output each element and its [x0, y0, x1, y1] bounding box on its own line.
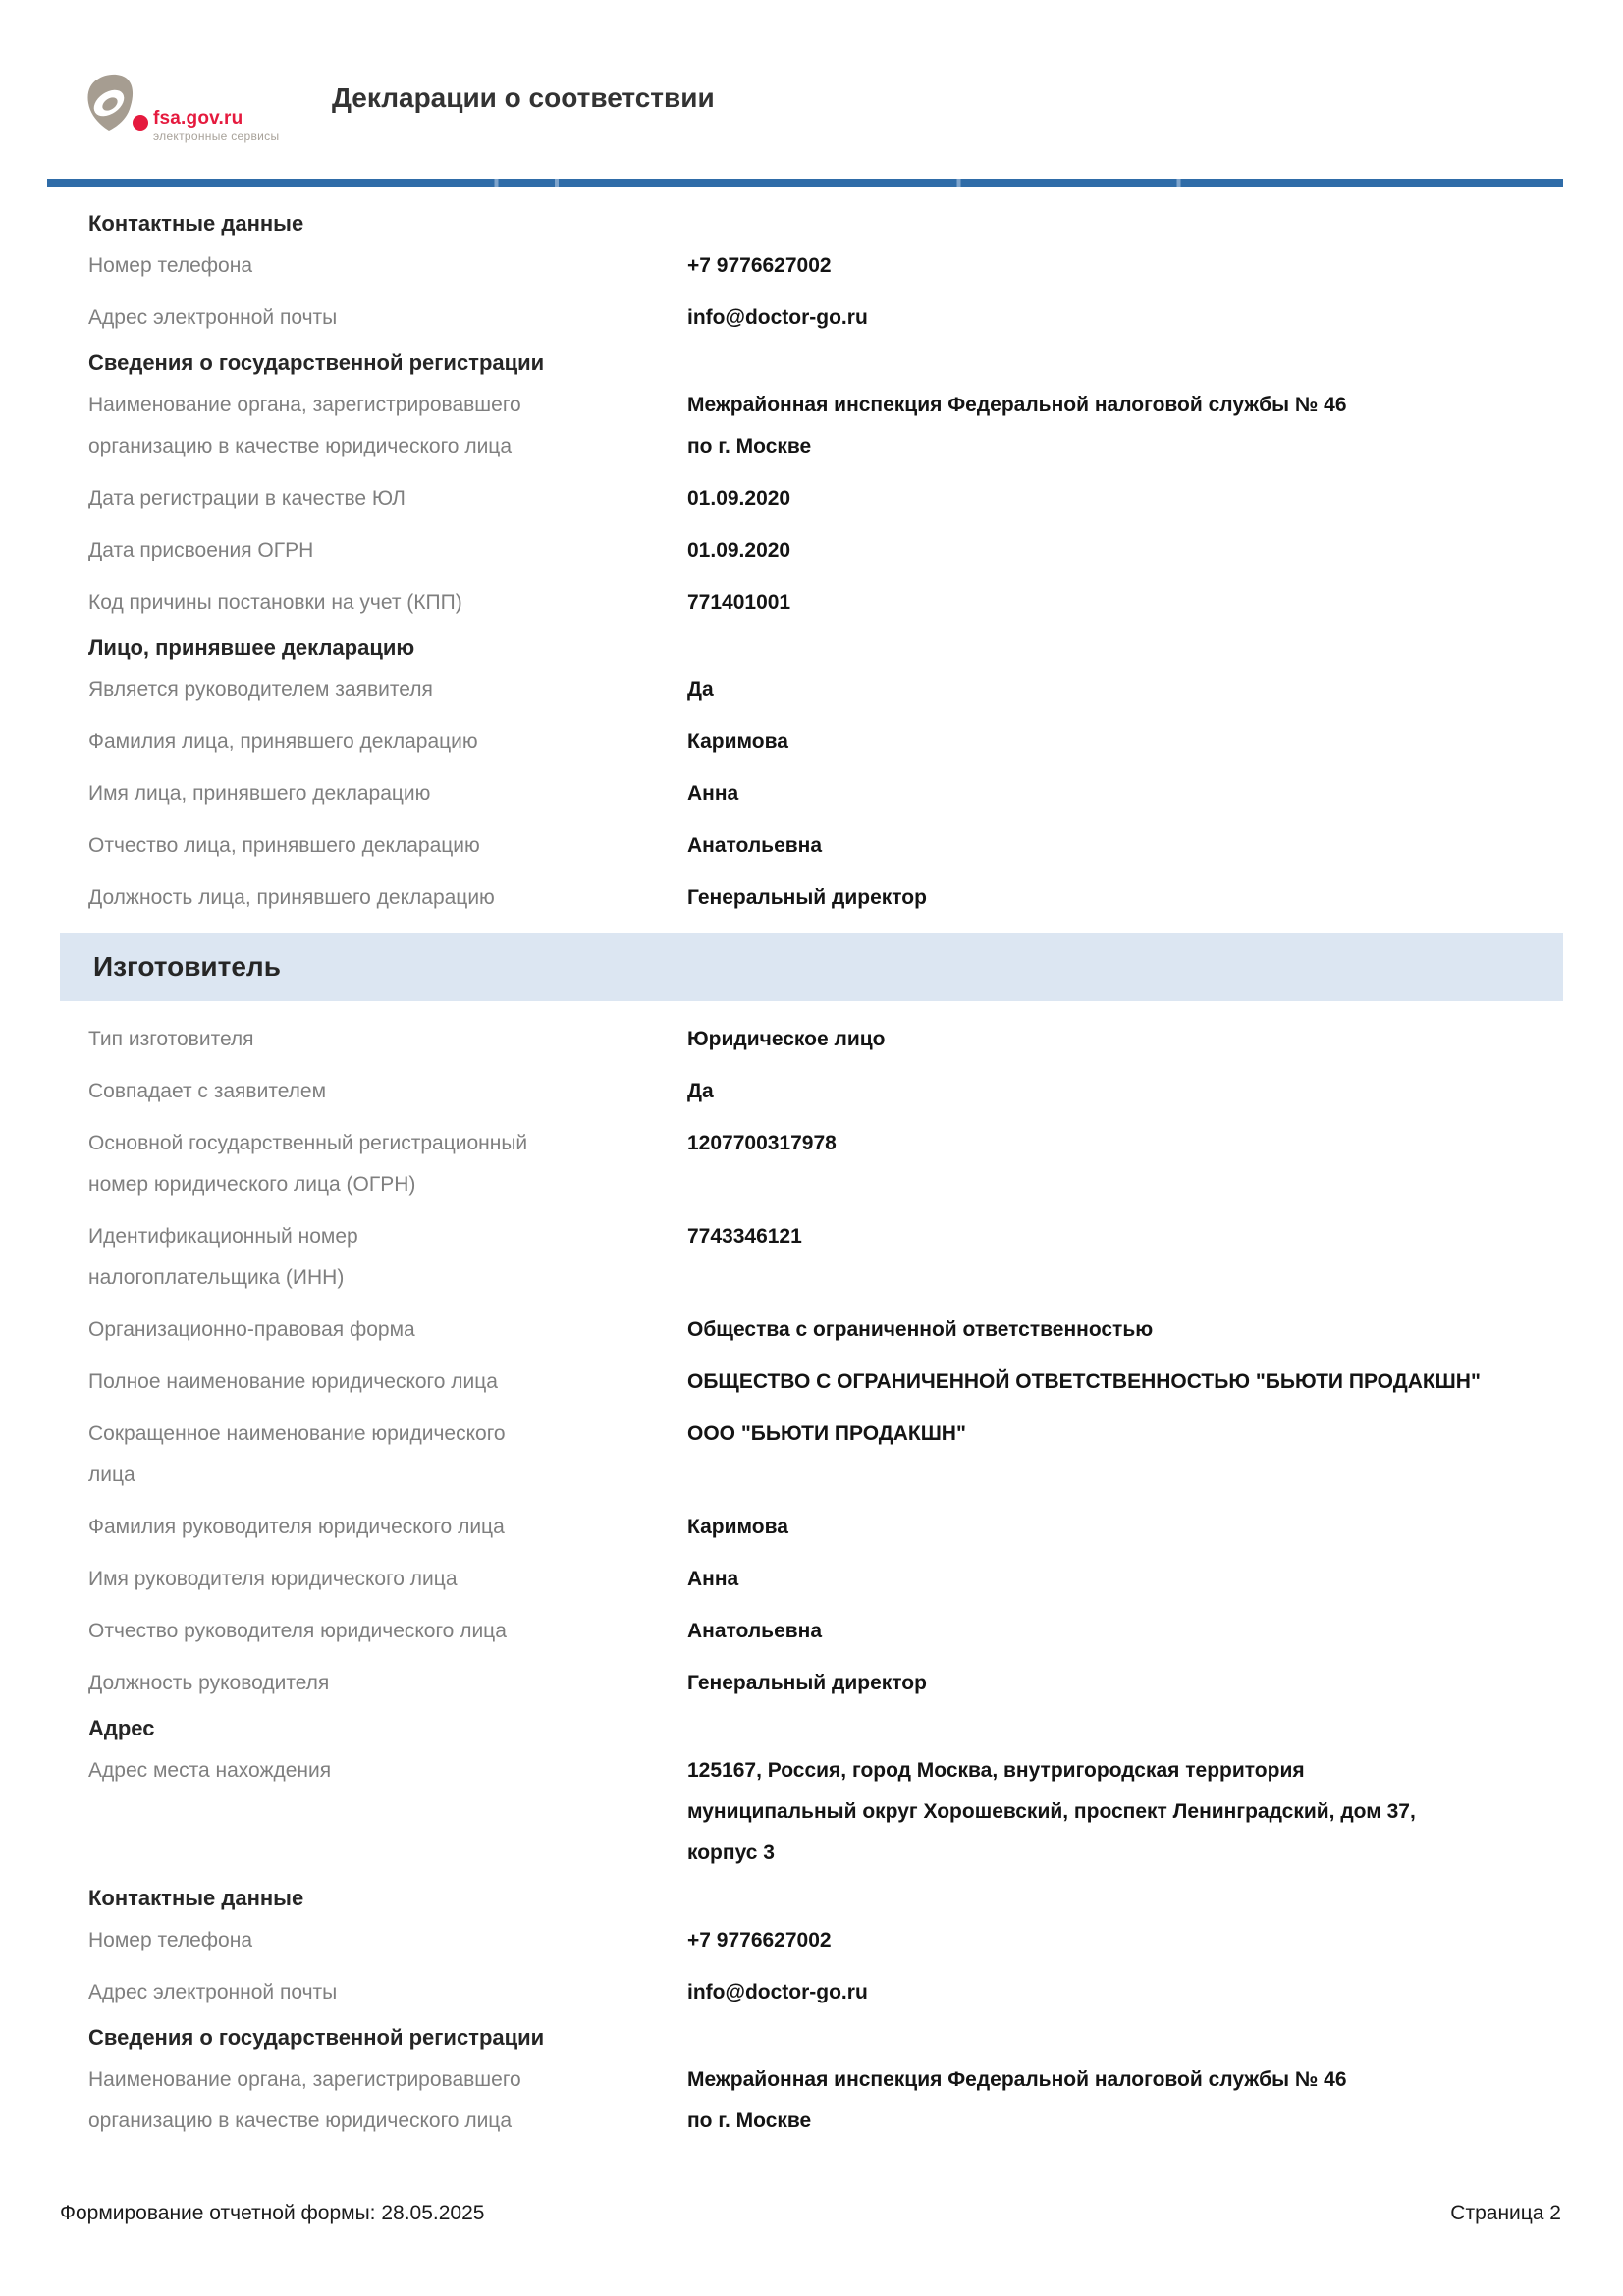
row-ogrn — [60, 1123, 1563, 1205]
row-registering-authority — [60, 385, 1563, 467]
field-value: Анна — [687, 782, 739, 805]
section-heading-state-registration: Сведения о государственной регистрации — [88, 350, 545, 375]
field-value: Межрайонная инспекция Федеральной налоговой службы № 46 по г. Москве — [687, 394, 1347, 457]
field-label: Код причины постановки на учет (КПП) — [88, 591, 462, 614]
section-heading-declarant-person: Лицо, принявшее декларацию — [88, 635, 415, 660]
field-label: Имя лица, принявшего декларацию — [88, 782, 431, 805]
row-registration-date — [60, 478, 1563, 519]
field-value: Да — [687, 1080, 714, 1102]
field-value: 1207700317978 — [687, 1132, 837, 1154]
field-value: Межрайонная инспекция Федеральной налоговой службы № 46 по г. Москве — [687, 2068, 1347, 2132]
row-head-name — [60, 1559, 1563, 1600]
field-label: Фамилия лица, принявшего декларацию — [88, 730, 478, 753]
brand-tagline: электронные сервисы — [153, 130, 280, 143]
row-inn — [60, 1216, 1563, 1299]
field-label: Адрес электронной почты — [88, 306, 338, 329]
field-value: Анатольевна — [687, 1620, 823, 1642]
field-label: Наименование органа, зарегистрировавшего организацию в качестве юридического лица — [88, 394, 521, 457]
field-value: +7 9776627002 — [687, 1929, 832, 1951]
field-value: ОБЩЕСТВО С ОГРАНИЧЕННОЙ ОТВЕТСТВЕННОСТЬЮ "БЬЮТИ ПРОДАКШН" — [687, 1370, 1481, 1393]
field-value: Каримова — [687, 730, 788, 753]
page-title: Декларации о соответствии — [332, 82, 715, 113]
row-head-surname — [60, 1507, 1563, 1548]
row-legal-form — [60, 1309, 1563, 1351]
field-value: 125167, Россия, город Москва, внутригородская территория муниципальный округ Хорошевский, проспект Ленинградский, дом 37, корпус 3 — [687, 1759, 1416, 1864]
field-label: Дата присвоения ОГРН — [88, 539, 314, 561]
field-value: Юридическое лицо — [687, 1028, 886, 1050]
section-band-manufacturer: Изготовитель — [60, 933, 1563, 1001]
fsa-shield-icon — [84, 73, 151, 133]
section-heading-state-registration-2: Сведения о государственной регистрации — [88, 2025, 545, 2050]
row-email-2 — [60, 1972, 1563, 2013]
row-email — [60, 297, 1563, 339]
field-value: Генеральный директор — [687, 886, 927, 909]
field-label: Отчество лица, принявшего декларацию — [88, 834, 480, 857]
field-value: Общества с ограниченной ответственностью — [687, 1318, 1154, 1341]
field-value: info@doctor-go.ru — [687, 306, 868, 329]
row-head-position — [60, 1663, 1563, 1704]
field-value: Анатольевна — [687, 834, 823, 857]
field-value: 01.09.2020 — [687, 487, 791, 509]
row-is-head — [60, 669, 1563, 711]
row-phone-number-2 — [60, 1920, 1563, 1961]
field-label: Сокращенное наименование юридического лица — [88, 1422, 506, 1486]
row-kpp — [60, 582, 1563, 623]
brand-text: fsa.gov.ru — [153, 108, 243, 129]
field-label: Организационно-правовая форма — [88, 1318, 415, 1341]
field-label: Является руководителем заявителя — [88, 678, 433, 701]
field-label: Тип изготовителя — [88, 1028, 254, 1050]
field-label: Имя руководителя юридического лица — [88, 1568, 458, 1590]
row-same-as-applicant — [60, 1071, 1563, 1112]
field-value: Анна — [687, 1568, 739, 1590]
row-phone-number — [60, 245, 1563, 287]
field-value: 01.09.2020 — [687, 539, 791, 561]
field-value: Каримова — [687, 1516, 788, 1538]
section-heading-contact-data: Контактные данные — [88, 211, 304, 236]
row-head-patronymic — [60, 1611, 1563, 1652]
row-declarant-patronymic — [60, 826, 1563, 867]
row-manufacturer-type — [60, 1019, 1563, 1060]
row-declarant-surname — [60, 721, 1563, 763]
field-label: Основной государственный регистрационный номер юридического лица (ОГРН) — [88, 1132, 528, 1196]
row-ogrn-date — [60, 530, 1563, 571]
field-value: Да — [687, 678, 714, 701]
footer-page-number: Страница 2 — [1450, 2202, 1561, 2224]
field-value: ООО "БЬЮТИ ПРОДАКШН" — [687, 1422, 966, 1445]
field-label: Идентификационный номер налогоплательщика (ИНН) — [88, 1225, 358, 1289]
field-label: Совпадает с заявителем — [88, 1080, 327, 1102]
field-value: 771401001 — [687, 591, 791, 614]
row-short-legal-name — [60, 1414, 1563, 1496]
row-location-address — [60, 1750, 1563, 1874]
page-footer — [60, 2202, 1561, 2225]
section-heading-address: Адрес — [88, 1716, 155, 1740]
header-divider-bar — [47, 179, 1563, 187]
row-full-legal-name — [60, 1362, 1563, 1403]
row-declarant-name — [60, 774, 1563, 815]
section-heading-contact-data-2: Контактные данные — [88, 1886, 304, 1910]
field-value: 7743346121 — [687, 1225, 802, 1248]
field-label: Дата регистрации в качестве ЮЛ — [88, 487, 406, 509]
field-label: Адрес электронной почты — [88, 1981, 338, 2003]
field-value: Генеральный директор — [687, 1672, 927, 1694]
field-label: Должность лица, принявшего декларацию — [88, 886, 495, 909]
field-label: Должность руководителя — [88, 1672, 330, 1694]
document-body — [60, 206, 1563, 2153]
field-label: Полное наименование юридического лица — [88, 1370, 498, 1393]
field-label: Отчество руководителя юридического лица — [88, 1620, 507, 1642]
field-label: Фамилия руководителя юридического лица — [88, 1516, 505, 1538]
row-declarant-position — [60, 878, 1563, 919]
field-label: Номер телефона — [88, 254, 253, 277]
field-value: info@doctor-go.ru — [687, 1981, 868, 2003]
row-registering-authority-2 — [60, 2059, 1563, 2142]
field-value: +7 9776627002 — [687, 254, 832, 277]
footer-generated-date: Формирование отчетной формы: 28.05.2025 — [60, 2202, 485, 2224]
field-label: Номер телефона — [88, 1929, 253, 1951]
field-label: Наименование органа, зарегистрировавшего организацию в качестве юридического лица — [88, 2068, 521, 2132]
field-label: Адрес места нахождения — [88, 1759, 332, 1782]
